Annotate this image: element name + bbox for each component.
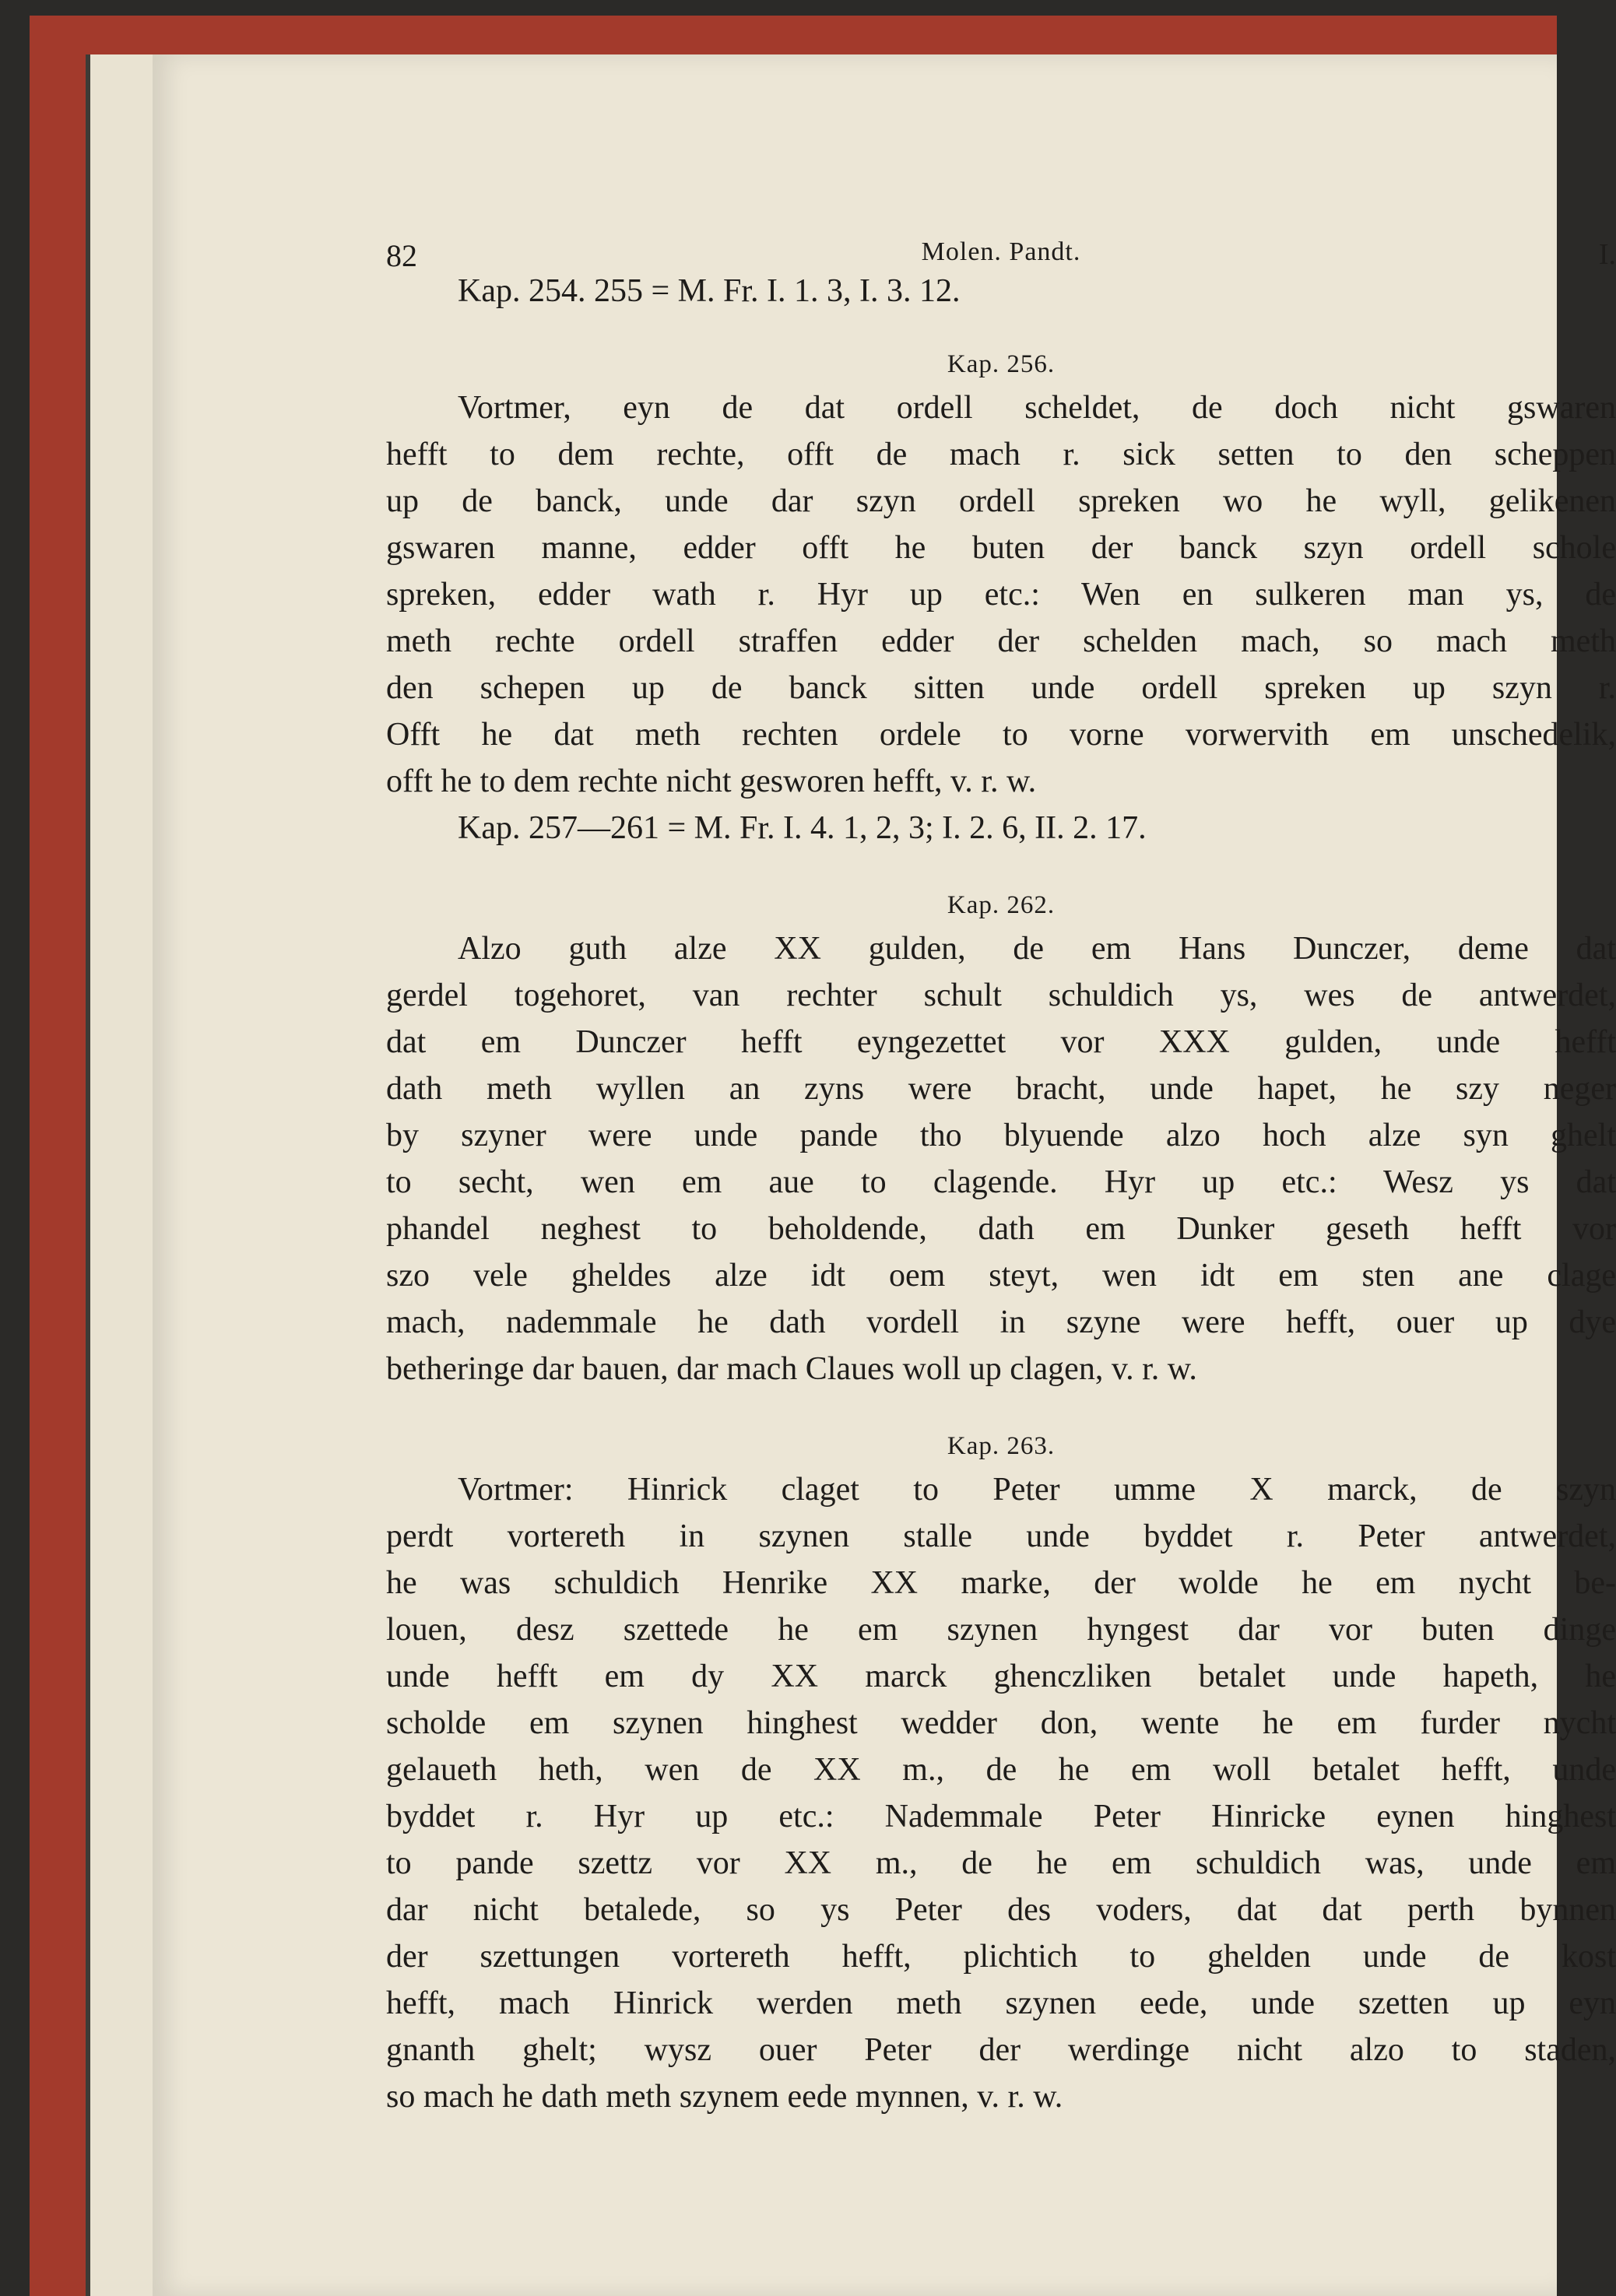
text-line: he was schuldich Henrike XX marke, der wolde he em nycht be-: [386, 1565, 1616, 1601]
page-edge: [121, 54, 139, 2296]
text-line: szo vele gheldes alze idt oem steyt, wen idt em sten ane clage: [386, 1258, 1616, 1294]
running-title: Molen. Pandt.: [921, 237, 1081, 266]
text-line: byddet r. Hyr up etc.: Nademmale Peter Hinricke eynen hinghest: [386, 1799, 1616, 1834]
text-line: mach, nademmale he dath vordell in szyne were hefft, ouer up dye: [386, 1304, 1616, 1340]
text-line: to pande szettz vor XX m., de he em schuldich was, unde em: [386, 1845, 1616, 1881]
text-line: gerdel togehoret, van rechter schult schuldich ys, wes de antwerdet,: [386, 978, 1616, 1013]
page-edge: [90, 54, 107, 2296]
cross-reference: Kap. 257—261 = M. Fr. I. 4. 1, 2, 3; I. 2. 6, II. 2. 17.: [458, 810, 1147, 846]
text-line: louen, desz szettede he em szynen hyngest dar vor buten dinge: [386, 1612, 1616, 1648]
text-line: phandel neghest to beholdende, dath em Dunker geseth hefft vor: [386, 1211, 1616, 1247]
text-line: Offt he dat meth rechten ordele to vorne vorwervith em unschedelik,: [386, 717, 1616, 753]
paragraph-first-line: Vortmer: Hinrick claget to Peter umme X marck, de szyn: [458, 1472, 1616, 1508]
chapter-heading: Kap. 262.: [947, 891, 1056, 919]
text-line: gnanth ghelt; wysz ouer Peter der werdinge nicht alzo to staden,: [386, 2032, 1616, 2068]
text-line: gswaren manne, edder offt he buten der banck szyn ordell schole: [386, 530, 1616, 566]
chapter-heading: Kap. 256.: [947, 350, 1056, 378]
text-line: der szettungen vortereth hefft, plichtich to ghelden unde de kost: [386, 1939, 1616, 1975]
text-line: spreken, edder wath r. Hyr up etc.: Wen en sulkeren man ys, de: [386, 577, 1616, 613]
text-line: meth rechte ordell straffen edder der schelden mach, so mach meth: [386, 623, 1616, 659]
text-line: to secht, wen em aue to clagende. Hyr up etc.: Wesz ys dat: [386, 1164, 1616, 1200]
text-line: unde hefft em dy XX marck ghenczliken betalet unde hapeth, he: [386, 1659, 1616, 1694]
section-number: I.: [1598, 238, 1616, 271]
text-line: gelaueth heth, wen de XX m., de he em woll betalet hefft, unde: [386, 1752, 1616, 1788]
text-line: perdt vortereth in szynen stalle unde byddet r. Peter antwerdet,: [386, 1518, 1616, 1554]
paragraph-first-line: Alzo guth alze XX gulden, de em Hans Dunczer, deme dat: [458, 931, 1616, 967]
text-line: dath meth wyllen an zyns were bracht, unde hapet, he szy neger: [386, 1071, 1616, 1107]
page-number: 82: [386, 238, 417, 273]
book-page: [153, 54, 1616, 2296]
text-line: dat em Dunczer hefft eyngezettet vor XXX gulden, unde hefft: [386, 1024, 1616, 1060]
paragraph-last-line: offt he to dem rechte nicht gesworen hefft, v. r. w.: [386, 764, 1037, 799]
paragraph-last-line: betheringe dar bauen, dar mach Claues woll up clagen, v. r. w.: [386, 1351, 1197, 1387]
text-line: by szyner were unde pande tho blyuende alzo hoch alze syn ghelt: [386, 1118, 1616, 1153]
page-edge: [106, 54, 123, 2296]
text-line: hefft, mach Hinrick werden meth szynen eede, unde szetten up eyn: [386, 1985, 1616, 2021]
cross-reference: Kap. 254. 255 = M. Fr. I. 1. 3, I. 3. 12.: [458, 273, 961, 309]
paragraph-first-line: Vortmer, eyn de dat ordell scheldet, de doch nicht gswaren: [458, 390, 1616, 426]
text-line: den schepen up de banck sitten unde ordell spreken up szyn r.: [386, 670, 1616, 706]
paragraph-last-line: so mach he dath meth szynem eede mynnen, v. r. w.: [386, 2079, 1063, 2115]
text-line: up de banck, unde dar szyn ordell spreken wo he wyll, gelikenen: [386, 483, 1616, 519]
chapter-heading: Kap. 263.: [947, 1432, 1056, 1460]
page-edge: [137, 54, 154, 2296]
text-line: dar nicht betalede, so ys Peter des voders, dat dat perth bynnen: [386, 1892, 1616, 1928]
text-line: hefft to dem rechte, offt de mach r. sick setten to den scheppen: [386, 437, 1616, 472]
text-line: scholde em szynen hinghest wedder don, wente he em furder nycht: [386, 1705, 1616, 1741]
